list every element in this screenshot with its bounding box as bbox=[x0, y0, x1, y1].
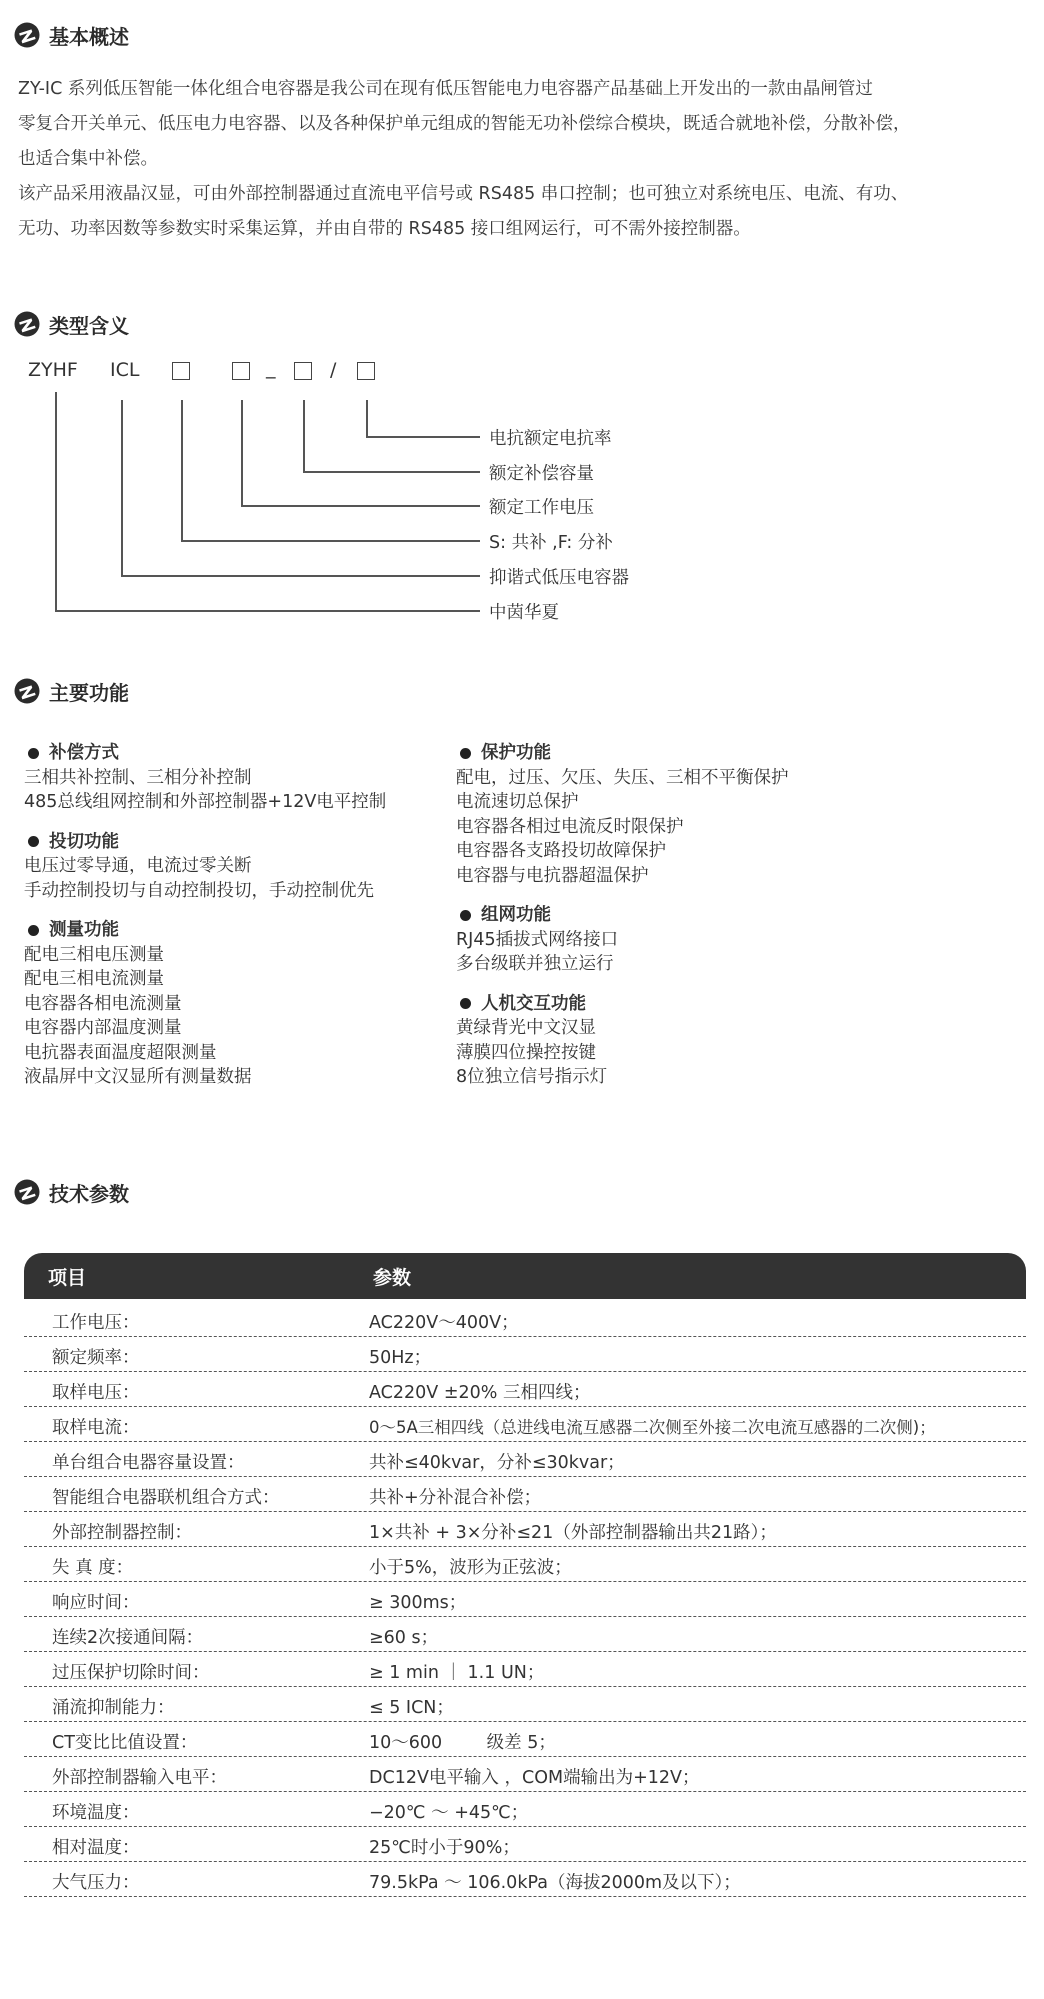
row-value: AC220V～400V； bbox=[369, 1313, 519, 1333]
table-row bbox=[24, 1827, 1026, 1862]
table-row bbox=[24, 1582, 1026, 1617]
connector-line bbox=[121, 400, 123, 576]
connector-line bbox=[121, 575, 480, 577]
function-group-title: 补偿方式 bbox=[49, 743, 119, 763]
legend-product-type: 抑谐式低压电容器 bbox=[489, 568, 629, 588]
code-box-compensation bbox=[172, 362, 190, 380]
row-value: −20℃ ～ +45℃； bbox=[369, 1803, 529, 1823]
legend-capacity: 额定补偿容量 bbox=[489, 464, 594, 484]
table-row bbox=[24, 1757, 1026, 1792]
table-row bbox=[24, 1862, 1026, 1897]
row-value: 0～5A三相四线（总进线电流互感器二次侧至外接二次电流互感器的二次侧)； bbox=[369, 1418, 936, 1437]
function-item: RJ45插拔式网络接口 bbox=[456, 929, 619, 950]
function-item: 电压过零导通，电流过零关断 bbox=[24, 856, 252, 876]
function-group bbox=[456, 903, 789, 977]
connector-line bbox=[241, 400, 243, 506]
row-value: 1×共补 + 3×分补≤21（外部控制器输出共21路）； bbox=[369, 1523, 777, 1543]
row-label: 过压保护切除时间： bbox=[52, 1663, 210, 1683]
table-row bbox=[24, 1652, 1026, 1687]
table-row bbox=[24, 1442, 1026, 1477]
function-item: 电容器各支路投切故障保护 bbox=[456, 841, 666, 861]
code-box-reactance bbox=[357, 362, 375, 380]
row-value: 10～600 级差 5； bbox=[369, 1733, 556, 1753]
row-label: 单台组合电器容量设置： bbox=[52, 1453, 245, 1473]
row-label: 响应时间： bbox=[52, 1593, 140, 1613]
row-label: 大气压力： bbox=[52, 1873, 140, 1893]
brand-logo-icon bbox=[14, 22, 40, 48]
bullet-icon bbox=[460, 910, 471, 921]
overview-line: 零复合开关单元、低压电力电容器、以及各种保护单元组成的智能无功补偿综合模块，既适合就地补偿，分散补偿， bbox=[18, 114, 911, 134]
row-value: 50Hz； bbox=[369, 1348, 432, 1368]
row-label: 取样电压： bbox=[52, 1383, 140, 1403]
function-item: 电容器各相电流测量 bbox=[24, 993, 182, 1014]
section-title: 类型含义 bbox=[49, 313, 129, 338]
function-group-title: 组网功能 bbox=[481, 905, 551, 925]
connector-line bbox=[55, 610, 480, 612]
legend-reactance: 电抗额定电抗率 bbox=[489, 429, 612, 449]
function-group-title: 人机交互功能 bbox=[481, 993, 586, 1014]
function-group bbox=[24, 830, 386, 904]
function-item: 8位独立信号指示灯 bbox=[456, 1067, 608, 1087]
row-value: DC12V电平输入 ，COM端输出为+12V； bbox=[369, 1768, 700, 1788]
table-row bbox=[24, 1547, 1026, 1582]
function-item: 电容器内部温度测量 bbox=[24, 1018, 182, 1038]
function-item: 手动控制投切与自动控制投切，手动控制优先 bbox=[24, 880, 374, 901]
connector-line bbox=[55, 392, 57, 611]
code-dash: _ bbox=[266, 357, 276, 379]
table-row bbox=[24, 1792, 1026, 1827]
bullet-icon bbox=[460, 998, 471, 1009]
bullet-icon bbox=[28, 836, 39, 847]
header-item: 项目 bbox=[48, 1267, 87, 1289]
section-header-overview bbox=[14, 20, 129, 50]
brand-logo-icon bbox=[14, 1179, 40, 1205]
section-title: 主要功能 bbox=[49, 680, 129, 705]
function-item: 485总线组网控制和外部控制器+12V电平控制 bbox=[24, 792, 387, 812]
function-item: 配电三相电流测量 bbox=[24, 969, 164, 989]
brand-logo-icon bbox=[14, 311, 40, 337]
bullet-icon bbox=[28, 925, 39, 936]
table-row bbox=[24, 1512, 1026, 1547]
overview-line: 无功、功率因数等参数实时采集运算，并由自带的 RS485 接口组网运行，可不需外接控制器。 bbox=[18, 219, 751, 239]
model-prefix-zyhf: ZYHF bbox=[28, 359, 78, 381]
function-group bbox=[456, 992, 789, 1090]
overview-line: 该产品采用液晶汉显，可由外部控制器通过直流电平信号或 RS485 串口控制；也可独立对系统电压、电流、有功、 bbox=[18, 184, 909, 204]
function-item: 配电三相电压测量 bbox=[24, 944, 164, 965]
function-item: 电容器与电抗器超温保护 bbox=[456, 865, 649, 886]
function-item: 多台级联并独立运行 bbox=[456, 954, 614, 974]
row-value: 共补+分补混合补偿； bbox=[369, 1488, 542, 1508]
table-row bbox=[24, 1722, 1026, 1757]
function-item: 三相共补控制、三相分补控制 bbox=[24, 767, 252, 788]
row-value: ≥ 1 min ｜ 1.1 UN； bbox=[369, 1663, 545, 1683]
table-row bbox=[24, 1302, 1026, 1337]
table-row bbox=[24, 1337, 1026, 1372]
bullet-icon bbox=[28, 748, 39, 759]
section-title: 基本概述 bbox=[49, 24, 129, 49]
function-item: 配电，过压、欠压、失压、三相不平衡保护 bbox=[456, 767, 789, 788]
function-item: 薄膜四位操控按键 bbox=[456, 1042, 596, 1063]
section-header-params bbox=[14, 1177, 129, 1207]
row-label: 外部控制器控制： bbox=[52, 1523, 192, 1543]
code-slash: / bbox=[330, 359, 337, 381]
section-title: 技术参数 bbox=[49, 1181, 129, 1206]
row-label: 相对温度： bbox=[52, 1838, 140, 1858]
bullet-icon bbox=[460, 748, 471, 759]
connector-line bbox=[366, 400, 368, 437]
row-label: 工作电压： bbox=[52, 1313, 140, 1333]
functions-right-column bbox=[456, 741, 789, 1105]
table-row bbox=[24, 1687, 1026, 1722]
row-value: 共补≤40kvar，分补≤30kvar； bbox=[369, 1453, 625, 1473]
row-label: 连续2次接通间隔： bbox=[52, 1628, 204, 1648]
legend-company: 中茵华夏 bbox=[489, 603, 559, 623]
section-header-functions bbox=[14, 676, 129, 706]
function-item: 电容器各相过电流反时限保护 bbox=[456, 816, 684, 837]
section-header-type bbox=[14, 309, 129, 339]
table-row bbox=[24, 1372, 1026, 1407]
row-label: 额定频率： bbox=[52, 1348, 140, 1368]
code-box-capacity bbox=[294, 362, 312, 380]
row-label: 取样电流： bbox=[52, 1418, 140, 1438]
connector-line bbox=[366, 436, 480, 438]
overview-paragraph bbox=[18, 72, 1028, 247]
function-group-title: 保护功能 bbox=[481, 743, 551, 763]
function-group bbox=[24, 918, 386, 1090]
row-value: 25℃时小于90%； bbox=[369, 1838, 520, 1858]
model-prefix-icl: ICL bbox=[110, 359, 140, 381]
function-group bbox=[456, 741, 789, 888]
table-row bbox=[24, 1407, 1026, 1442]
row-value: 小于5%，波形为正弦波； bbox=[369, 1558, 572, 1578]
connector-line bbox=[241, 505, 480, 507]
function-item: 电抗器表面温度超限测量 bbox=[24, 1042, 217, 1063]
overview-line: 也适合集中补偿。 bbox=[18, 149, 158, 169]
connector-line bbox=[181, 400, 183, 541]
row-label: 外部控制器输入电平： bbox=[52, 1768, 227, 1788]
row-label: 失 真 度： bbox=[52, 1558, 134, 1578]
row-value: AC220V ±20% 三相四线； bbox=[369, 1383, 591, 1403]
functions-left-column bbox=[24, 741, 386, 1105]
connector-line bbox=[303, 400, 305, 472]
row-label: 涌流抑制能力： bbox=[52, 1698, 175, 1718]
function-item: 黄绿背光中文汉显 bbox=[456, 1018, 596, 1038]
function-group bbox=[24, 741, 386, 815]
brand-logo-icon bbox=[14, 678, 40, 704]
function-group-title: 测量功能 bbox=[49, 920, 119, 940]
legend-compensation: S: 共补 ,F: 分补 bbox=[489, 533, 613, 553]
row-value: ≥ 300ms； bbox=[369, 1593, 467, 1613]
function-item: 液晶屏中文汉显所有测量数据 bbox=[24, 1067, 252, 1087]
row-label: 环境温度： bbox=[52, 1803, 140, 1823]
table-row bbox=[24, 1617, 1026, 1652]
table-row bbox=[24, 1477, 1026, 1512]
code-box-voltage bbox=[232, 362, 250, 380]
row-value: ≥60 s； bbox=[369, 1628, 439, 1648]
function-group-title: 投切功能 bbox=[49, 831, 119, 852]
row-value: ≤ 5 ICN； bbox=[369, 1698, 454, 1718]
function-item: 电流速切总保护 bbox=[456, 792, 579, 812]
legend-voltage: 额定工作电压 bbox=[489, 498, 594, 518]
connector-line bbox=[181, 540, 480, 542]
params-table-header bbox=[24, 1253, 1026, 1299]
row-label: 智能组合电器联机组合方式： bbox=[52, 1488, 280, 1508]
row-label: CT变比比值设置： bbox=[52, 1733, 198, 1753]
row-value: 79.5kPa ～ 106.0kPa（海拔2000m及以下）； bbox=[369, 1873, 741, 1893]
header-param: 参数 bbox=[373, 1267, 412, 1289]
overview-line: ZY-IC 系列低压智能一体化组合电容器是我公司在现有低压智能电力电容器产品基础上开发出的一款由晶闸管过 bbox=[18, 79, 873, 99]
connector-line bbox=[303, 471, 480, 473]
